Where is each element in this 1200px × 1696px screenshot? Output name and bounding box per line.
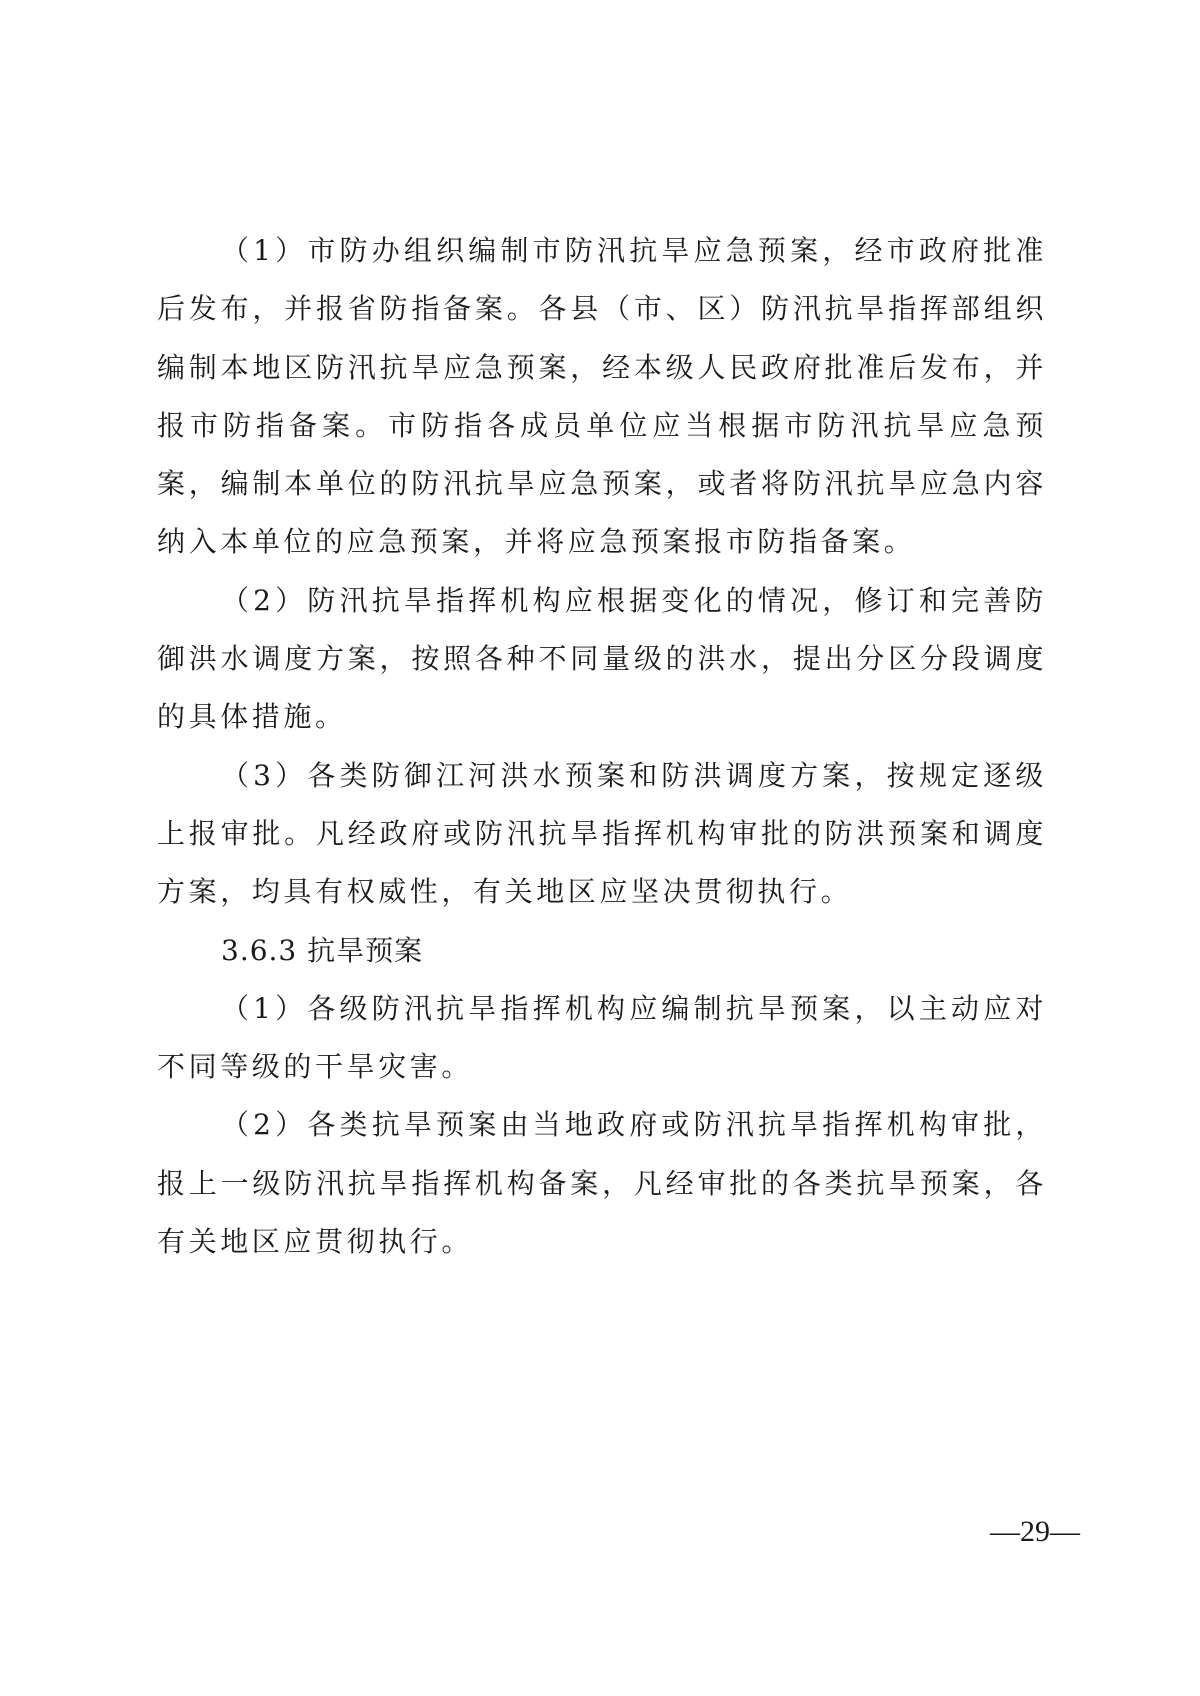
document-body bbox=[157, 222, 1047, 1271]
paragraph-1: （1）市防办组织编制市防汛抗旱应急预案，经市政府批准后发布，并报省防指备案。各县（市、区）防汛抗旱指挥部组织编制本地区防汛抗旱应急预案，经本级人民政府批准后发布，并报市防指备案。市防指各成员单位应当根据市防汛抗旱应急预案，编制本单位的防汛抗旱应急预案，或者将防汛抗旱应急内容纳入本单位的应急预案，并将应急预案报市防指备案。 bbox=[157, 234, 1047, 559]
page-number: —29— bbox=[990, 1515, 1080, 1548]
section-heading-3-6-3: 3.6.3 抗旱预案 bbox=[221, 933, 424, 967]
paragraph-3: （3）各类防御江河洪水预案和防洪调度方案，按规定逐级上报审批。凡经政府或防汛抗旱指挥机构审批的防洪预案和调度方案，均具有权威性，有关地区应坚决贯彻执行。 bbox=[157, 758, 1047, 909]
paragraph-5: （2）各类抗旱预案由当地政府或防汛抗旱指挥机构审批，报上一级防汛抗旱指挥机构备案，凡经审批的各类抗旱预案，各有关地区应贯彻执行。 bbox=[157, 1108, 1047, 1259]
paragraph-2: （2）防汛抗旱指挥机构应根据变化的情况，修订和完善防御洪水调度方案，按照各种不同量级的洪水，提出分区分段调度的具体措施。 bbox=[157, 583, 1047, 734]
paragraph-4: （1）各级防汛抗旱指挥机构应编制抗旱预案，以主动应对不同等级的干旱灾害。 bbox=[157, 991, 1047, 1084]
